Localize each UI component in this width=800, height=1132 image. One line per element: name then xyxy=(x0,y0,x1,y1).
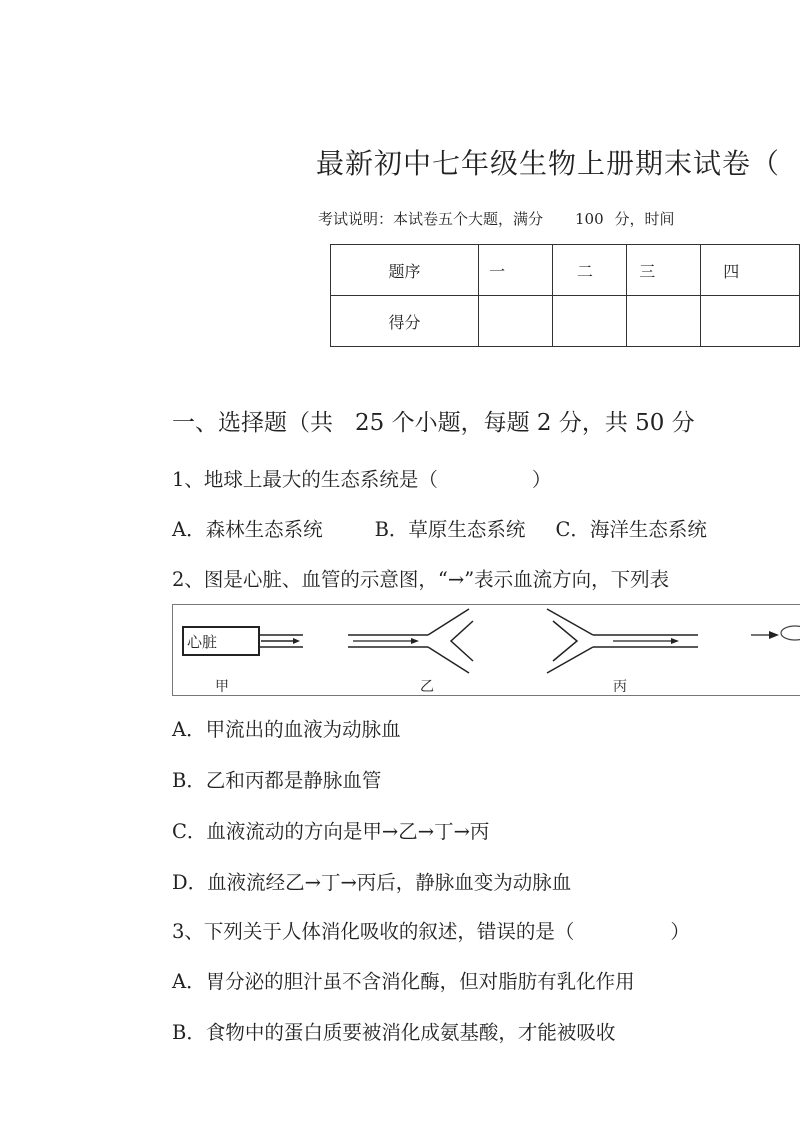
vessel-illustration xyxy=(173,605,800,697)
figure-label-bing: 丙 xyxy=(613,679,627,695)
instructions-text-2: 分，时间 xyxy=(614,210,675,228)
points-each: 2 xyxy=(536,410,552,436)
section-heading xyxy=(172,404,695,437)
question-3 xyxy=(172,916,690,944)
question-count: 25 xyxy=(355,410,385,436)
question-1 xyxy=(172,464,551,492)
table-cell: 三 xyxy=(627,245,701,296)
option-c[interactable]: C．海洋生态系统 xyxy=(555,518,707,541)
figure-label-jia: 甲 xyxy=(215,679,229,695)
table-cell: 二 xyxy=(553,245,627,296)
question-stem: 3、下列关于人体消化吸收的叙述，错误的是（ xyxy=(172,920,575,943)
section-text: 一、选择题（共 xyxy=(172,410,333,436)
option-b[interactable]: B．草原生态系统 xyxy=(374,518,526,541)
section-text: 个小题，每题 xyxy=(391,410,530,436)
question-stem: ） xyxy=(670,920,690,943)
question-2-option-c[interactable]: C．血液流动的方向是甲→乙→丁→丙 xyxy=(172,820,490,843)
instructions-text: 考试说明：本试卷五个大题，满分 xyxy=(318,210,544,228)
table-cell[interactable] xyxy=(627,296,701,347)
heart-vessel-diagram xyxy=(172,604,800,696)
question-1-options xyxy=(172,514,707,542)
question-2-option-d[interactable]: D．血液流经乙→丁→丙后，静脉血变为动脉血 xyxy=(172,871,572,894)
table-cell[interactable] xyxy=(479,296,553,347)
question-2-option-b[interactable]: B．乙和丙都是静脉血管 xyxy=(172,769,382,792)
table-row xyxy=(331,296,800,347)
table-cell: 一 xyxy=(479,245,553,296)
question-2-option-a[interactable]: A．甲流出的血液为动脉血 xyxy=(172,718,401,741)
question-3-option-b[interactable]: B．食物中的蛋白质要被消化成氨基酸，才能被吸收 xyxy=(172,1021,616,1044)
option-a[interactable]: A．森林生态系统 xyxy=(172,518,323,541)
exam-instructions xyxy=(318,208,680,229)
table-cell: 得分 xyxy=(331,296,479,347)
question-stem: 1、地球上最大的生态系统是（ xyxy=(172,468,438,491)
table-cell: 四 xyxy=(701,245,800,296)
heart-label: 心脏 xyxy=(187,633,218,651)
table-cell[interactable] xyxy=(701,296,800,347)
section-text: 分，共 xyxy=(558,410,628,436)
exam-title: 最新初中七年级生物上册期末试卷（ xyxy=(316,147,781,180)
score-table xyxy=(330,244,800,347)
figure-label-yi: 乙 xyxy=(420,679,434,695)
question-stem: ） xyxy=(531,468,552,491)
table-cell[interactable] xyxy=(553,296,627,347)
section-text: 分 xyxy=(671,410,695,436)
total-points: 50 xyxy=(635,410,665,436)
full-score: 100 xyxy=(575,210,604,228)
question-2: 2、图是心脏、血管的示意图，“→”表示血流方向，下列表 xyxy=(172,568,670,591)
table-row xyxy=(331,245,800,296)
question-3-option-a[interactable]: A．胃分泌的胆汁虽不含消化酶，但对脂肪有乳化作用 xyxy=(172,970,635,993)
table-cell: 题序 xyxy=(331,245,479,296)
